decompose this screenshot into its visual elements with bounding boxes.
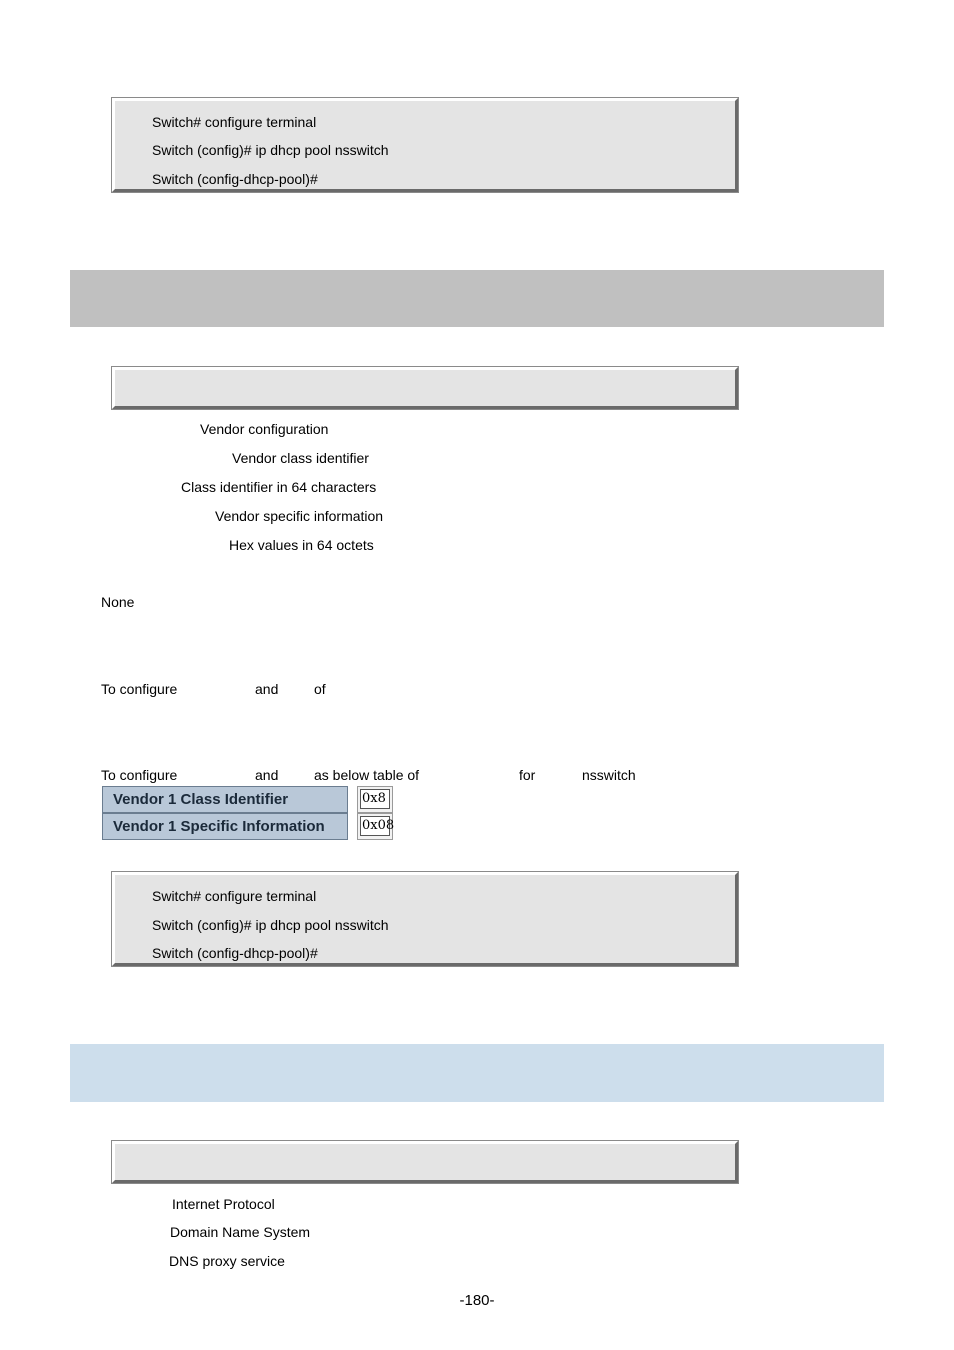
code-line: Switch# configure terminal (152, 888, 317, 904)
param-description: DNS proxy service (169, 1253, 285, 1269)
chapter-heading-band (70, 1044, 884, 1102)
section-heading-band (70, 270, 884, 327)
code-line: Switch# configure terminal (152, 114, 317, 130)
example-text: and (255, 767, 279, 783)
vendor-row-label: Vendor 1 Specific Information (102, 813, 348, 840)
default-value: None (101, 594, 135, 610)
code-line: Switch (config-dhcp-pool)# (152, 945, 318, 961)
page-number: -180- (459, 1292, 495, 1309)
param-description: Domain Name System (170, 1224, 311, 1240)
usage-text: and (255, 681, 279, 697)
param-description: Class identifier in 64 characters (181, 479, 377, 495)
code-line: Switch (config)# ip dhcp pool nsswitch (152, 917, 389, 933)
vendor-row (102, 813, 393, 840)
vendor-row-value-cell (357, 813, 393, 840)
syntax-box-1 (112, 367, 738, 409)
example-text: as below table of (314, 767, 420, 783)
code-line: Switch (config-dhcp-pool)# (152, 171, 318, 187)
usage-text: of (314, 681, 326, 697)
syntax-box-2 (112, 1141, 738, 1183)
code-line: Switch (config)# ip dhcp pool nsswitch (152, 142, 389, 158)
usage-text: To configure (101, 681, 178, 697)
example-text: nsswitch (582, 767, 636, 783)
vendor-row-value-cell (357, 786, 393, 813)
example-text: To configure (101, 767, 178, 783)
param-description: Vendor class identifier (232, 450, 369, 466)
vendor-class-identifier-input[interactable]: 0x8 (360, 789, 390, 809)
example-text: for (519, 767, 536, 783)
code-example-1 (112, 98, 738, 192)
param-description: Vendor configuration (200, 421, 329, 437)
vendor-specific-info-input[interactable]: 0x08 (360, 816, 390, 836)
param-description: Hex values in 64 octets (229, 537, 374, 553)
vendor-row-label: Vendor 1 Class Identifier (102, 786, 348, 813)
param-description: Internet Protocol (172, 1196, 275, 1212)
vendor-row (102, 786, 393, 813)
param-description: Vendor specific information (215, 508, 384, 524)
code-example-2 (112, 872, 738, 966)
